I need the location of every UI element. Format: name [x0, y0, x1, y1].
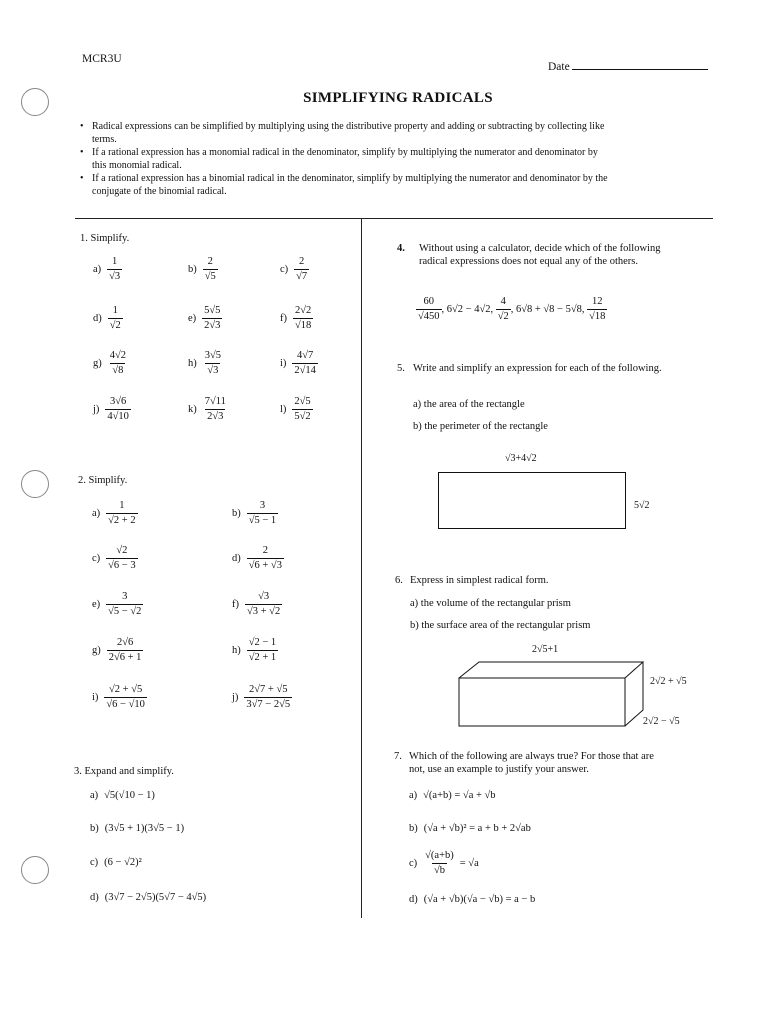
item-label: c) — [409, 858, 418, 869]
fraction — [587, 296, 607, 323]
numerator: √2 − 1 — [248, 637, 277, 648]
exercise-item — [92, 684, 147, 711]
instructions — [80, 121, 610, 199]
expression: √5(√10 − 1) — [104, 790, 155, 801]
q5-number: 5. — [397, 363, 405, 374]
fraction — [106, 591, 143, 618]
fraction — [203, 256, 218, 283]
item-label: h) — [232, 645, 241, 656]
page-title: SIMPLIFYING RADICALS — [303, 90, 493, 106]
numerator: 4√2 — [109, 350, 127, 361]
exercise-item — [280, 305, 313, 332]
item-label: j) — [232, 692, 239, 703]
numerator: √2 + √5 — [109, 684, 143, 695]
exercise-item — [90, 892, 206, 903]
fraction — [244, 684, 292, 711]
fraction — [247, 637, 278, 664]
numerator: 3 — [122, 591, 128, 602]
q2-heading: 2. Simplify. — [78, 475, 128, 486]
column-divider — [361, 218, 362, 918]
numerator: 2 — [299, 256, 305, 267]
expression-text: , 6√8 + √8 − 5√8, — [510, 304, 588, 315]
item-label: e) — [92, 599, 101, 610]
q1-heading: 1. Simplify. — [80, 233, 130, 244]
expression: (3√7 − 2√5)(5√7 − 4√5) — [104, 892, 207, 903]
q5-text: Write and simplify an expression for each of the following. — [413, 363, 662, 374]
item-label: a) — [409, 790, 418, 801]
denominator: √7 — [296, 271, 308, 282]
fraction — [293, 305, 313, 332]
q4-expressions — [416, 296, 607, 323]
instruction-bullet: • Radical expressions can be simplified by multiplying using the distributive property and adding or subtracting by collecting like terms. — [80, 121, 610, 146]
item-label: d) — [93, 313, 102, 324]
denominator: 2√6 + 1 — [108, 652, 142, 663]
date-label: Date — [548, 61, 570, 73]
exercise-item — [90, 790, 155, 801]
denominator: 3√7 − 2√5 — [246, 699, 291, 710]
prism-top-label: 2√5+1 — [532, 644, 559, 655]
exercise-item — [232, 591, 282, 618]
exercise-item — [280, 256, 309, 283]
fraction — [423, 850, 456, 877]
exercise-item — [232, 637, 278, 664]
item-label: d) — [232, 553, 241, 564]
q7-number: 7. — [394, 751, 402, 762]
numerator: 60 — [423, 296, 434, 307]
q4-number: 4. — [397, 243, 405, 254]
item-label: b) — [409, 823, 418, 834]
denominator: √6 − √10 — [106, 699, 145, 710]
prism-side-label-2: 2√2 − √5 — [643, 716, 680, 727]
item-label: g) — [92, 645, 101, 656]
fraction — [294, 256, 309, 283]
q3-heading: 3. Expand and simplify. — [74, 766, 174, 777]
expression: (√a + √b)² = a + b + 2√ab — [423, 823, 531, 834]
exercise-item — [93, 350, 128, 377]
denominator: √18 — [295, 320, 312, 331]
denominator: √6 − 3 — [108, 560, 136, 571]
item-label: e) — [188, 313, 197, 324]
q5-part-b: b) the perimeter of the rectangle — [413, 421, 548, 432]
numerator: 2 — [207, 256, 213, 267]
denominator: √6 + √3 — [248, 560, 282, 571]
prism-side-label-1: 2√2 + √5 — [650, 676, 687, 687]
denominator: √5 − 1 — [248, 515, 277, 526]
fraction — [108, 350, 128, 377]
fraction — [104, 684, 146, 711]
item-label: f) — [280, 313, 287, 324]
exercise-item — [188, 305, 222, 332]
exercise-item — [232, 545, 284, 572]
expression: √(a+b) = √a + √b — [423, 790, 496, 801]
denominator: √2 — [109, 320, 121, 331]
fraction — [416, 296, 442, 323]
course-code: MCR3U — [82, 53, 122, 65]
item-label: i) — [280, 358, 287, 369]
fraction — [292, 396, 312, 423]
rectangle-side-label: 5√2 — [634, 500, 650, 511]
fraction — [106, 500, 137, 527]
q7-part-c — [409, 850, 479, 877]
q6-number: 6. — [395, 575, 403, 586]
q5-part-a: a) the area of the rectangle — [413, 399, 525, 410]
instruction-bullet: • If a rational expression has a monomial radical in the denominator, simplify by multiplying the numerator and denominator by this monomial radical. — [80, 147, 610, 172]
denominator: √3 + √2 — [247, 606, 281, 617]
numerator: 1 — [112, 256, 118, 267]
q4-text: Without using a calculator, decide which of the following radical expressions does not equal any of the others. — [419, 243, 661, 267]
denominator: √3 — [207, 365, 219, 376]
exercise-item — [93, 256, 122, 283]
numerator: 2√7 + √5 — [249, 684, 288, 695]
denominator: √b — [433, 865, 445, 876]
exercise-item — [280, 396, 313, 423]
item-label: c) — [280, 264, 289, 275]
exercise-item — [232, 500, 278, 527]
fraction — [202, 305, 222, 332]
denominator: √18 — [589, 311, 606, 322]
numerator: 5√5 — [204, 305, 221, 316]
item-label: h) — [188, 358, 197, 369]
item-label: a) — [92, 508, 101, 519]
punch-hole-bottom — [21, 856, 49, 884]
fraction — [105, 396, 131, 423]
exercise-item — [90, 823, 184, 834]
item-label: a) — [93, 264, 102, 275]
rectangle-top-label: √3+4√2 — [505, 453, 537, 464]
denominator: √5 − √2 — [108, 606, 142, 617]
denominator: √450 — [418, 311, 440, 322]
item-label: a) — [90, 790, 99, 801]
fraction — [247, 500, 278, 527]
item-label: l) — [280, 404, 287, 415]
item-label: d) — [409, 894, 418, 905]
denominator: √5 — [204, 271, 216, 282]
expression: = √a — [459, 858, 479, 869]
header-divider — [75, 218, 713, 219]
expression: (3√5 + 1)(3√5 − 1) — [104, 823, 185, 834]
numerator: 2√6 — [116, 637, 134, 648]
numerator: 2√5 — [294, 396, 311, 407]
numerator: 4 — [500, 296, 506, 307]
denominator: √2 — [497, 311, 509, 322]
exercise-item — [188, 396, 228, 423]
date-line — [572, 59, 708, 70]
numerator: 7√11 — [204, 396, 226, 407]
numerator: 1 — [119, 500, 125, 511]
item-label: k) — [188, 404, 197, 415]
denominator: √2 + 1 — [248, 652, 277, 663]
fraction — [247, 545, 284, 572]
fraction — [107, 256, 122, 283]
item-label: b) — [232, 508, 241, 519]
numerator: √2 — [116, 545, 128, 556]
punch-hole-middle — [21, 470, 49, 498]
fraction — [203, 396, 228, 423]
exercise-item — [92, 591, 143, 618]
item-label: i) — [92, 692, 99, 703]
numerator: 12 — [592, 296, 603, 307]
item-label: g) — [93, 358, 102, 369]
denominator: √8 — [112, 365, 124, 376]
fraction — [203, 350, 223, 377]
rectangular-prism-diagram — [457, 660, 657, 730]
numerator: 3√6 — [110, 396, 127, 407]
item-label: c) — [90, 857, 99, 868]
q7-part-b — [409, 823, 531, 834]
q6-part-a: a) the volume of the rectangular prism — [410, 598, 571, 609]
fraction — [107, 637, 144, 664]
exercise-item — [188, 256, 218, 283]
numerator: √3 — [258, 591, 270, 602]
item-label: j) — [93, 404, 100, 415]
expression: (√a + √b)(√a − √b) = a − b — [423, 894, 536, 905]
exercise-item — [280, 350, 318, 377]
expression-text: , 6√2 − 4√2, — [441, 304, 496, 315]
instruction-bullet: • If a rational expression has a binomial radical in the denominator, simplify by multiplying the numerator and denominator by the conjugate of the binomial radical. — [80, 173, 610, 198]
denominator: √3 — [109, 271, 121, 282]
expression: (6 − √2)² — [104, 857, 142, 868]
item-label: b) — [188, 264, 197, 275]
item-label: b) — [90, 823, 99, 834]
exercise-item — [232, 684, 292, 711]
fraction — [108, 305, 123, 332]
q7-part-d — [409, 894, 535, 905]
q7-text: Which of the following are always true? For those that are not, use an example to justify your answer. — [409, 751, 654, 775]
numerator: 2√2 — [295, 305, 312, 316]
denominator: 2√3 — [207, 411, 224, 422]
exercise-item — [92, 500, 138, 527]
denominator: 5√2 — [294, 411, 311, 422]
numerator: 3 — [259, 500, 266, 511]
q7-part-a — [409, 790, 496, 801]
fraction — [106, 545, 137, 572]
exercise-item — [90, 857, 142, 868]
date-field — [548, 59, 708, 73]
fraction — [496, 296, 511, 323]
numerator: 2 — [262, 545, 268, 556]
exercise-item — [92, 637, 143, 664]
numerator: 4√7 — [297, 350, 314, 361]
denominator: 2√3 — [204, 320, 221, 331]
exercise-item — [92, 545, 138, 572]
exercise-item — [188, 350, 223, 377]
numerator: 1 — [112, 305, 118, 316]
rectangle-diagram — [438, 472, 626, 529]
denominator: 2√14 — [294, 365, 316, 376]
exercise-item — [93, 396, 131, 423]
fraction — [245, 591, 282, 618]
numerator: 3√5 — [204, 350, 222, 361]
item-label: c) — [92, 553, 101, 564]
denominator: 4√10 — [107, 411, 129, 422]
numerator: √(a+b) — [425, 850, 454, 861]
q6-text: Express in simplest radical form. — [410, 575, 549, 586]
exercise-item — [93, 305, 123, 332]
q6-part-b: b) the surface area of the rectangular prism — [410, 620, 591, 631]
item-label: d) — [90, 892, 99, 903]
denominator: √2 + 2 — [108, 515, 136, 526]
item-label: f) — [232, 599, 239, 610]
fraction — [292, 350, 318, 377]
